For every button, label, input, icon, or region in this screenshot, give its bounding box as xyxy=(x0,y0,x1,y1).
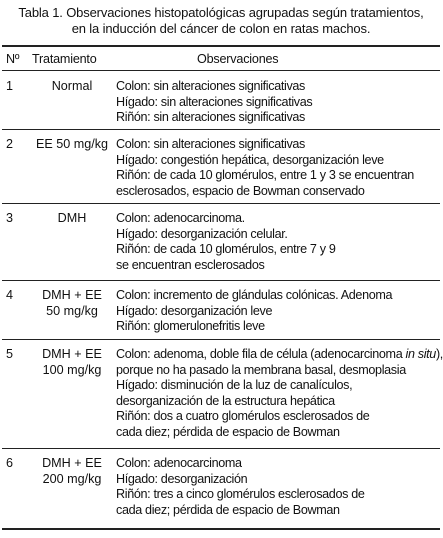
row-number: 5 xyxy=(6,347,14,361)
observation-line: Riñón: sin alteraciones significativas xyxy=(116,110,305,125)
observation-text: Colon: adenoma, doble fila de célula (adenocarcinoma xyxy=(116,347,406,361)
row-divider xyxy=(2,339,440,340)
row-divider xyxy=(2,280,440,281)
row-number: 3 xyxy=(6,211,14,225)
observation-line xyxy=(116,347,443,363)
observation-line: Hígado: desorganización xyxy=(116,471,248,486)
treatment-line: DMH + EE xyxy=(42,456,102,470)
italic-term: in situ xyxy=(405,347,436,361)
row-treatment xyxy=(30,79,114,95)
row-observations xyxy=(116,137,440,199)
observation-line: porque no ha pasado la membrana basal, desmoplasia xyxy=(116,362,406,377)
header-observaciones: Observaciones xyxy=(197,52,279,66)
caption-line-1: Tabla 1. Observaciones histopatológicas agrupadas según tratamientos, xyxy=(18,5,424,20)
treatment-line: 200 mg/kg xyxy=(42,471,102,486)
observation-line: se encuentran esclerosados xyxy=(116,257,265,272)
header-num: Nº xyxy=(6,52,20,66)
treatment-line: DMH + EE xyxy=(42,347,102,361)
row-observations xyxy=(116,347,443,441)
treatment-line: DMH + EE xyxy=(42,288,102,302)
caption-line-2: en la inducción del cáncer de colon en ratas machos. xyxy=(71,21,371,36)
observation-line: Hígado: disminución de la luz de canalículos, xyxy=(116,378,353,393)
observation-line: Colon: sin alteraciones significativas xyxy=(116,79,305,93)
treatment-line: 100 mg/kg xyxy=(42,362,102,377)
row-treatment xyxy=(30,456,114,487)
observation-line: Colon: incremento de glándulas colónicas. Adenoma xyxy=(116,288,393,302)
observation-line: Riñón: de cada 10 glomérulos, entre 1 y 3 se encuentran xyxy=(116,168,414,183)
observation-line: cada diez; pérdida de espacio de Bowman xyxy=(116,424,340,439)
row-treatment xyxy=(30,211,114,227)
row-treatment xyxy=(30,288,114,319)
row-treatment xyxy=(30,347,114,378)
observation-line: Hígado: sin alteraciones significativas xyxy=(116,94,313,109)
row-divider xyxy=(2,129,440,130)
treatment-line: EE 50 mg/kg xyxy=(35,137,109,151)
treatment-line: Normal xyxy=(51,79,93,93)
table-caption xyxy=(0,5,442,37)
row-number: 2 xyxy=(6,137,14,151)
observation-line: Hígado: desorganización celular. xyxy=(116,226,288,241)
row-treatment xyxy=(30,137,114,153)
row-number: 1 xyxy=(6,79,14,93)
header-rule xyxy=(2,70,440,71)
observation-line: Hígado: congestión hepática, desorganización leve xyxy=(116,152,384,167)
observation-line: esclerosados, espacio de Bowman conservado xyxy=(116,183,365,198)
observation-line: desorganización de la estructura hepática xyxy=(116,393,335,408)
header-tratamiento: Tratamiento xyxy=(32,52,97,66)
row-observations xyxy=(116,456,440,518)
observation-line: Riñón: de cada 10 glomérulos, entre 7 y 9 xyxy=(116,242,336,257)
row-divider xyxy=(2,448,440,449)
observation-line: Colon: adenocarcinoma. xyxy=(116,211,245,225)
row-divider xyxy=(2,203,440,204)
row-number: 4 xyxy=(6,288,14,302)
observation-line: Riñón: dos a cuatro glomérulos esclerosados de xyxy=(116,409,370,424)
treatment-line: DMH xyxy=(57,211,87,225)
bottom-rule xyxy=(2,528,440,530)
observation-line: Hígado: desorganización leve xyxy=(116,303,273,318)
top-rule xyxy=(2,45,440,47)
observation-line: cada diez; pérdida de espacio de Bowman xyxy=(116,502,340,517)
treatment-line: 50 mg/kg xyxy=(46,303,98,318)
row-observations xyxy=(116,79,440,126)
row-observations xyxy=(116,288,440,335)
row-observations xyxy=(116,211,440,273)
row-number: 6 xyxy=(6,456,14,470)
observation-line: Riñón: tres a cinco glomérulos esclerosados de xyxy=(116,487,365,502)
observation-text: ), xyxy=(435,347,443,361)
observation-line: Riñón: glomerulonefritis leve xyxy=(116,319,265,334)
observation-line: Colon: adenocarcinoma xyxy=(116,456,242,470)
observation-line: Colon: sin alteraciones significativas xyxy=(116,137,305,151)
